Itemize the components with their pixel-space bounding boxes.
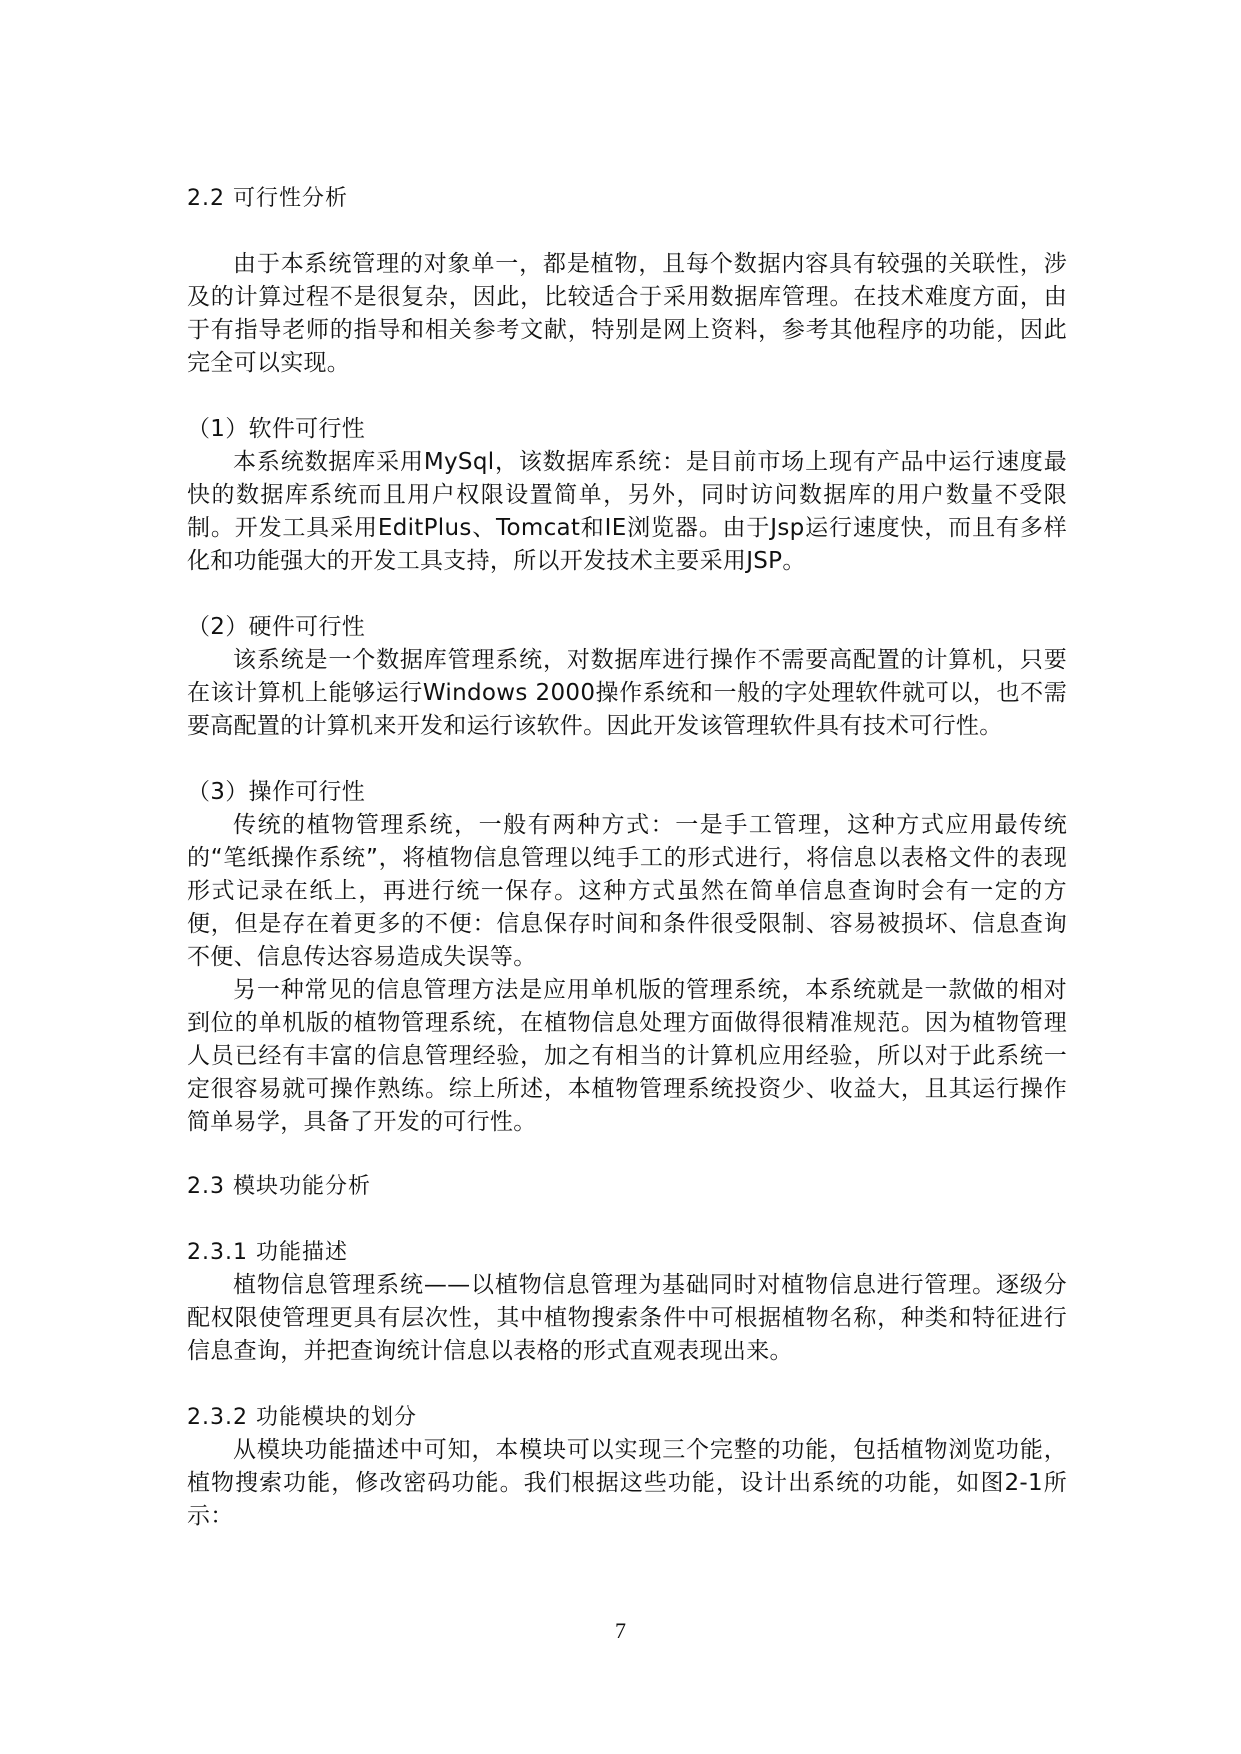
operation-feasibility-paragraph-1: 传统的植物管理系统，一般有两种方式：一是手工管理，这种方式应用最传统的“笔纸操作系统”，将植物信息管理以纯手工的形式进行，将信息以表格文件的表现形式记录在纸上，再进行统一保存。这种方式虽然在简单信息查询时会有一定的方便，但是存在着更多的不便：信息保存时间和条件很受限制、容易被损坏、信息查询不便、信息传达容易造成失误等。 xyxy=(187,812,1067,970)
page-content xyxy=(187,182,1067,1533)
hardware-feasibility-heading: （2）硬件可行性 xyxy=(187,614,366,640)
section-heading-2-3: 2.3 模块功能分析 xyxy=(187,1174,371,1199)
feasibility-intro-paragraph: 由于本系统管理的对象单一，都是植物，且每个数据内容具有较强的关联性，涉及的计算过程不是很复杂，因此，比较适合于采用数据库管理。在技术难度方面，由于有指导老师的指导和相关参考文献，特别是网上资料，参考其他程序的功能，因此完全可以实现。 xyxy=(187,251,1067,376)
section-heading-2-2: 2.2 可行性分析 xyxy=(187,186,348,211)
operation-feasibility-paragraph-2: 另一种常见的信息管理方法是应用单机版的管理系统，本系统就是一款做的相对到位的单机版的植物管理系统，在植物信息处理方面做得很精准规范。因为植物管理人员已经有丰富的信息管理经验，加之有相当的计算机应用经验，所以对于此系统一定很容易就可操作熟练。综上所述，本植物管理系统投资少、收益大，且其运行操作简单易学，具备了开发的可行性。 xyxy=(187,977,1067,1135)
spacer xyxy=(187,578,1067,611)
page-number: 7 xyxy=(615,1618,626,1643)
hardware-feasibility-paragraph: 该系统是一个数据库管理系统，对数据库进行操作不需要高配置的计算机，只要在该计算机上能够运行Windows 2000操作系统和一般的字处理软件就可以，也不需要高配置的计算机来开发和运行该软件。因此开发该管理软件具有技术可行性。 xyxy=(187,647,1067,739)
operation-feasibility-heading: （3）操作可行性 xyxy=(187,779,366,805)
spacer xyxy=(187,743,1067,776)
software-feasibility-paragraph: 本系统数据库采用MySql，该数据库系统：是目前市场上现有产品中运行速度最快的数据库系统而且用户权限设置简单，另外，同时访问数据库的用户数量不受限制。开发工具采用EditPlus、Tomcat和IE浏览器。由于Jsp运行速度快，而且有多样化和功能强大的开发工具支持，所以开发技术主要采用JSP。 xyxy=(187,449,1067,574)
subsection-heading-2-3-1: 2.3.1 功能描述 xyxy=(187,1240,348,1265)
subsection-heading-2-3-2: 2.3.2 功能模块的划分 xyxy=(187,1405,417,1430)
function-description-paragraph: 植物信息管理系统——以植物信息管理为基础同时对植物信息进行管理。逐级分配权限使管理更具有层次性，其中植物搜索条件中可根据植物名称，种类和特征进行信息查询，并把查询统计信息以表格的形式直观表现出来。 xyxy=(187,1272,1067,1364)
software-feasibility-heading: （1）软件可行性 xyxy=(187,416,366,442)
spacer xyxy=(187,1368,1067,1401)
module-division-paragraph: 从模块功能描述中可知，本模块可以实现三个完整的功能，包括植物浏览功能，植物搜索功能，修改密码功能。我们根据这些功能，设计出系统的功能，如图2-1所示： xyxy=(187,1437,1067,1529)
spacer xyxy=(187,1139,1067,1170)
spacer xyxy=(187,380,1067,413)
